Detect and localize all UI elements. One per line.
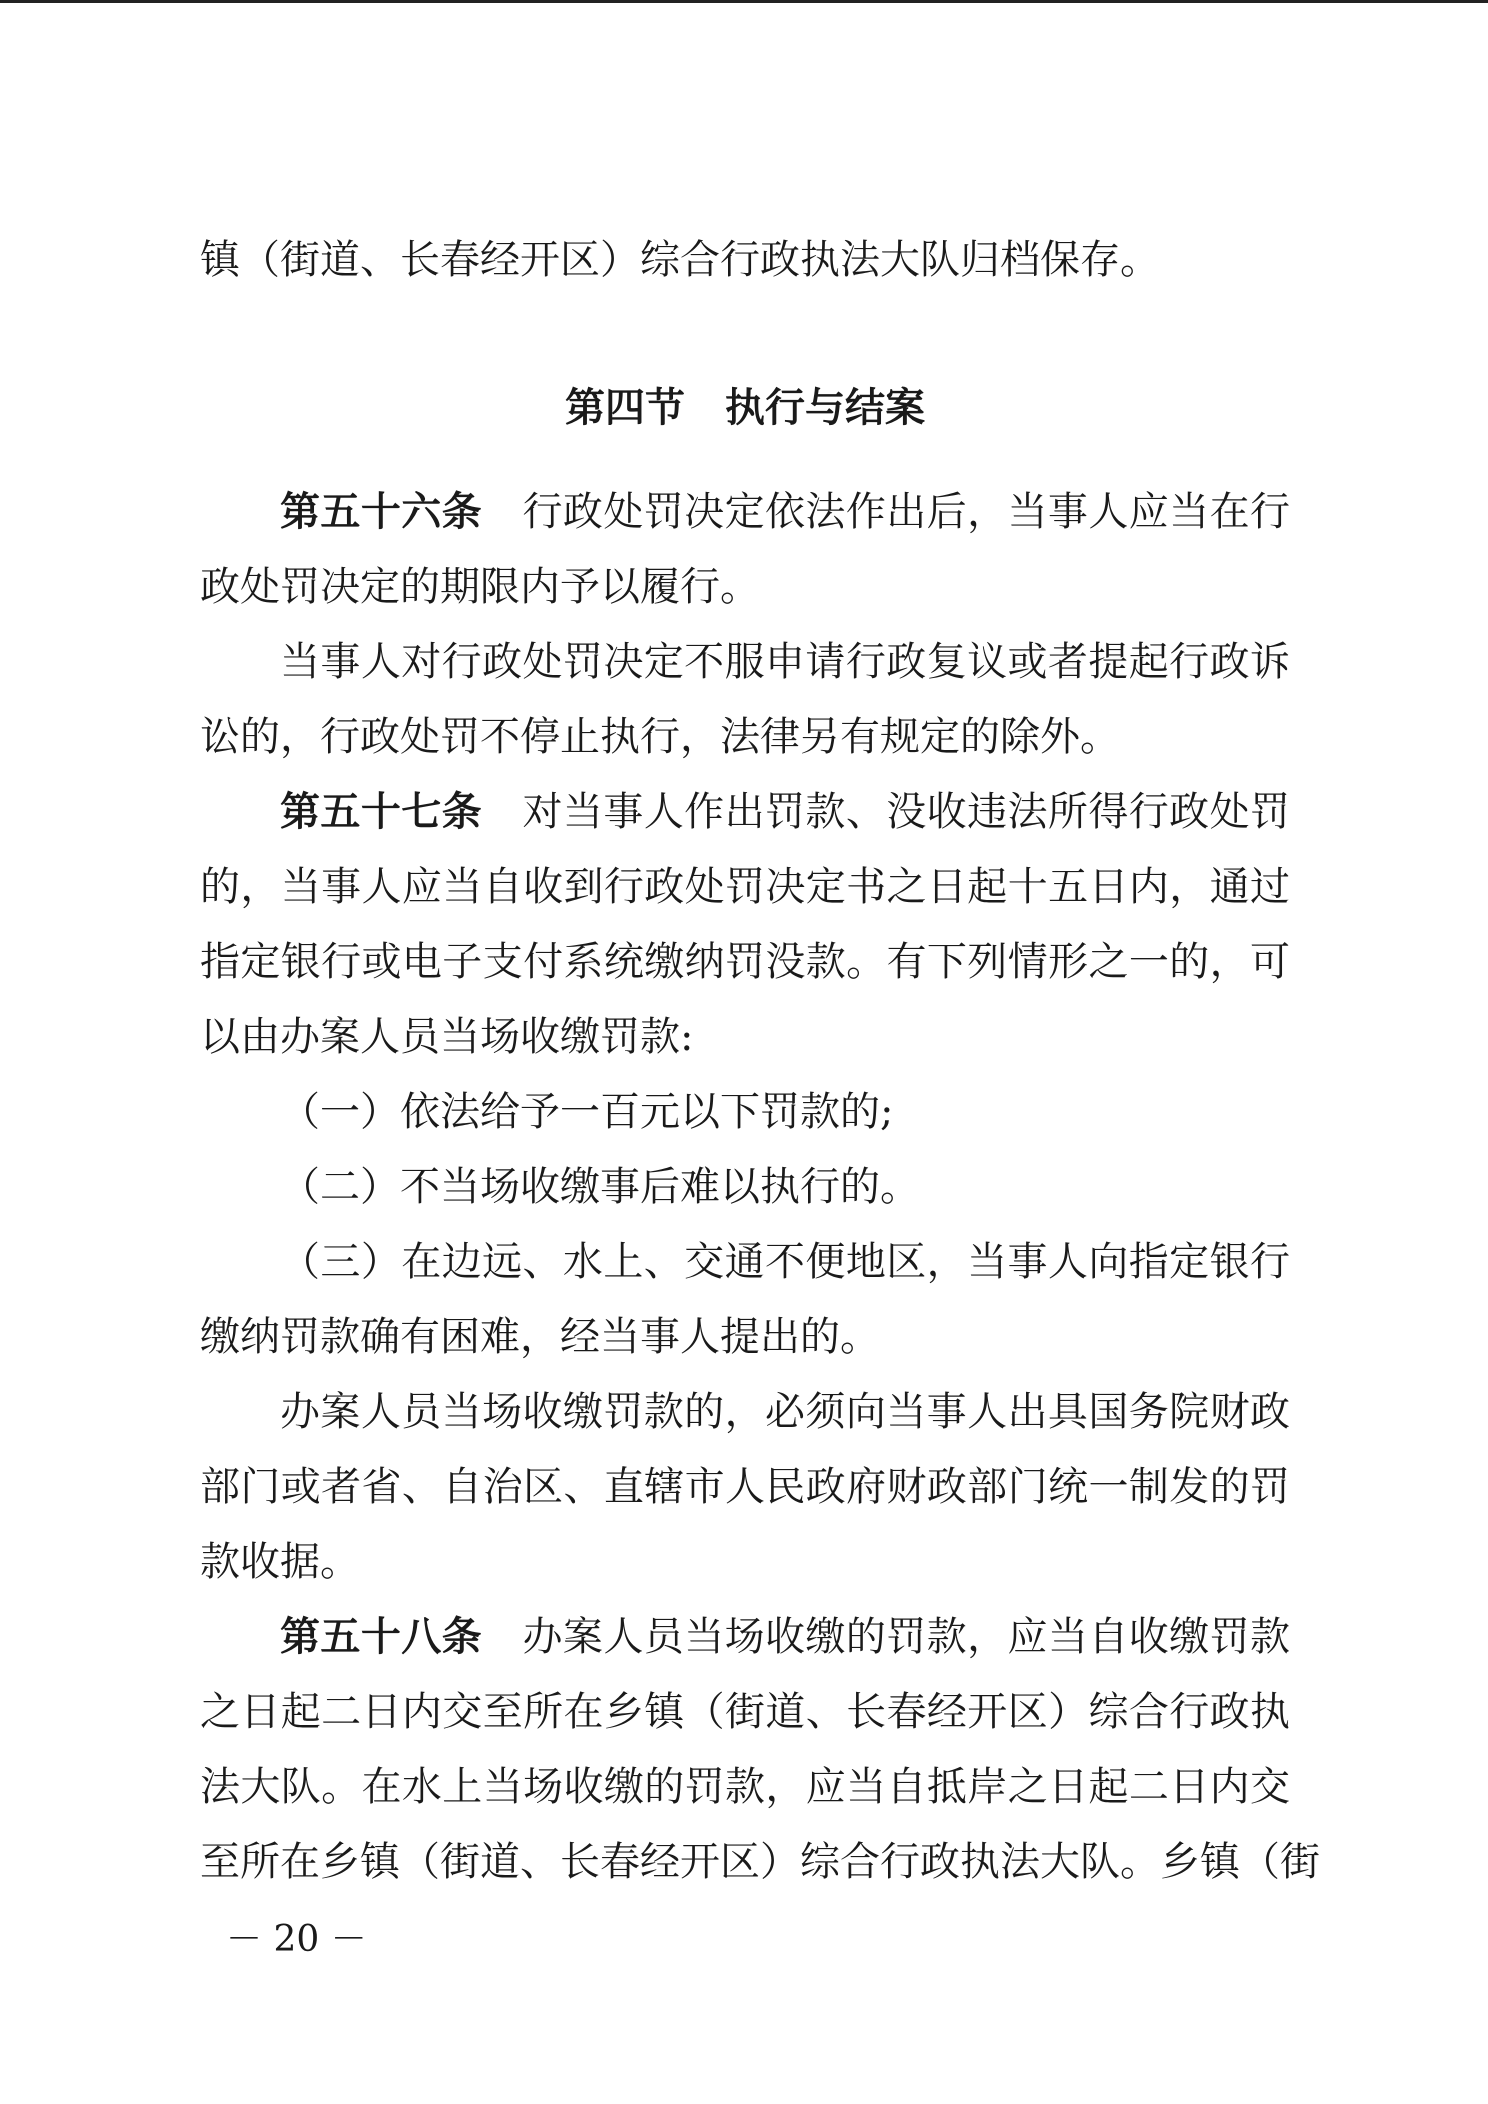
list-item-3: （三）在边远、水上、交通不便地区，当事人向指定银行: [280, 1239, 1290, 1285]
paragraph-line: 指定银行或电子支付系统缴纳罚没款。有下列情形之一的，可: [200, 939, 1290, 985]
paragraph-line: 法大队。在水上当场收缴的罚款，应当自抵岸之日起二日内交: [200, 1764, 1290, 1810]
paragraph-line: 以由办案人员当场收缴罚款:: [200, 1014, 694, 1060]
paragraph-line: 缴纳罚款确有困难，经当事人提出的。: [200, 1314, 880, 1360]
section-heading: [200, 380, 1290, 436]
paragraph-line: 之日起二日内交至所在乡镇（街道、长春经开区）综合行政执: [200, 1689, 1290, 1735]
list-item-1: （一）依法给予一百元以下罚款的;: [280, 1089, 894, 1135]
paragraph-line: 镇（街道、长春经开区）综合行政执法大队归档保存。: [200, 237, 1160, 283]
paragraph-line: 政处罚决定的期限内予以履行。: [200, 564, 760, 610]
section-number: 第四节: [565, 385, 685, 431]
page-number: － 20 －: [226, 1919, 367, 1960]
top-border-line: [0, 0, 1488, 3]
paragraph-line: 至所在乡镇（街道、长春经开区）综合行政执法大队。乡镇（街: [200, 1839, 1320, 1885]
article-56-text: 行政处罚决定依法作出后，当事人应当在行: [522, 489, 1291, 535]
paragraph-line: 的，当事人应当自收到行政处罚决定书之日起十五日内，通过: [200, 864, 1290, 910]
paragraph-line: 部门或者省、自治区、直辖市人民政府财政部门统一制发的罚: [200, 1464, 1290, 1510]
article-58-first-line: [280, 1609, 1290, 1665]
list-item-2: （二）不当场收缴事后难以执行的。: [280, 1164, 920, 1210]
article-57-number: 第五十七条: [280, 789, 483, 835]
section-title: 执行与结案: [725, 385, 925, 431]
article-56-first-line: [280, 484, 1290, 540]
article-58-number: 第五十八条: [280, 1614, 483, 1660]
paragraph-line: 当事人对行政处罚决定不服申请行政复议或者提起行政诉: [280, 639, 1290, 685]
article-58-text: 办案人员当场收缴的罚款，应当自收缴罚款: [522, 1614, 1291, 1660]
article-57-first-line: [280, 784, 1290, 840]
paragraph-line: 款收据。: [200, 1539, 360, 1585]
paragraph-line: 办案人员当场收缴罚款的，必须向当事人出具国务院财政: [280, 1389, 1290, 1435]
article-56-number: 第五十六条: [280, 489, 483, 535]
article-57-text: 对当事人作出罚款、没收违法所得行政处罚: [522, 789, 1291, 835]
paragraph-line: 讼的，行政处罚不停止执行，法律另有规定的除外。: [200, 714, 1120, 760]
